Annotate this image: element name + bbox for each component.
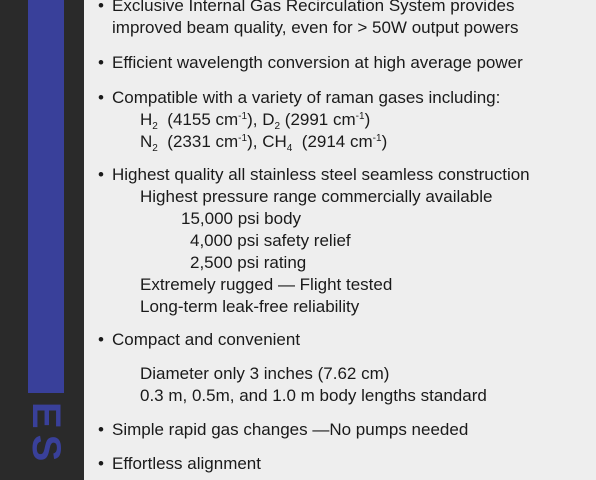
bullet-icon: •: [98, 0, 104, 15]
sidebar-vertical-text: ES: [24, 402, 68, 468]
stainless-rugged: Extremely rugged — Flight tested: [140, 275, 393, 294]
compact-diameter: Diameter only 3 inches (7.62 cm): [140, 364, 390, 383]
feature-stainless: • Highest quality all stainless steel seamless construction: [98, 165, 530, 184]
sidebar-vertical-heading: [24, 402, 68, 480]
bullet-icon: •: [98, 420, 104, 439]
feature-raman: • Compatible with a variety of raman gases including:: [98, 88, 501, 107]
feature-compact: • Compact and convenient: [98, 330, 301, 349]
stainless-psi-rating: 2,500 psi rating: [190, 253, 307, 272]
feature-gas-recirculation: • Exclusive Internal Gas Recirculation System provides: [98, 0, 515, 17]
raman-gases-row-1: $H_2$ (4155 $cm^{-1}$), $D_2$ (2991 $cm^{-1}$): [140, 110, 371, 132]
bullet-icon: •: [98, 454, 104, 473]
stainless-body-rating: 15,000 psi body: [181, 209, 302, 228]
stainless-leak-free: Long-term leak-free reliability: [140, 297, 360, 316]
stainless-pressure-range: Highest pressure range commercially available: [140, 187, 493, 206]
sidebar-accent-bar: [28, 0, 64, 393]
bullet-icon: •: [98, 88, 104, 107]
compact-body-lengths: 0.3 m, 0.5m, and 1.0 m body lengths standard: [140, 386, 487, 405]
feature-gas-change: • Simple rapid gas changes —No pumps needed: [98, 420, 469, 439]
raman-gases-row-2: $N_2$ (2331 $cm^{-1}$), $CH_4$ (2914 $cm^{-1}$): [140, 132, 388, 154]
feature-gas-recirculation-cont: improved beam quality, even for > 50W output powers: [112, 18, 519, 37]
feature-wavelength: • Efficient wavelength conversion at high average power: [98, 53, 523, 72]
bullet-icon: •: [98, 53, 104, 72]
bullet-icon: •: [98, 165, 104, 184]
bullet-icon: •: [98, 330, 104, 349]
stainless-safety-relief: 4,000 psi safety relief: [190, 231, 351, 250]
feature-alignment: • Effortless alignment: [98, 454, 261, 473]
